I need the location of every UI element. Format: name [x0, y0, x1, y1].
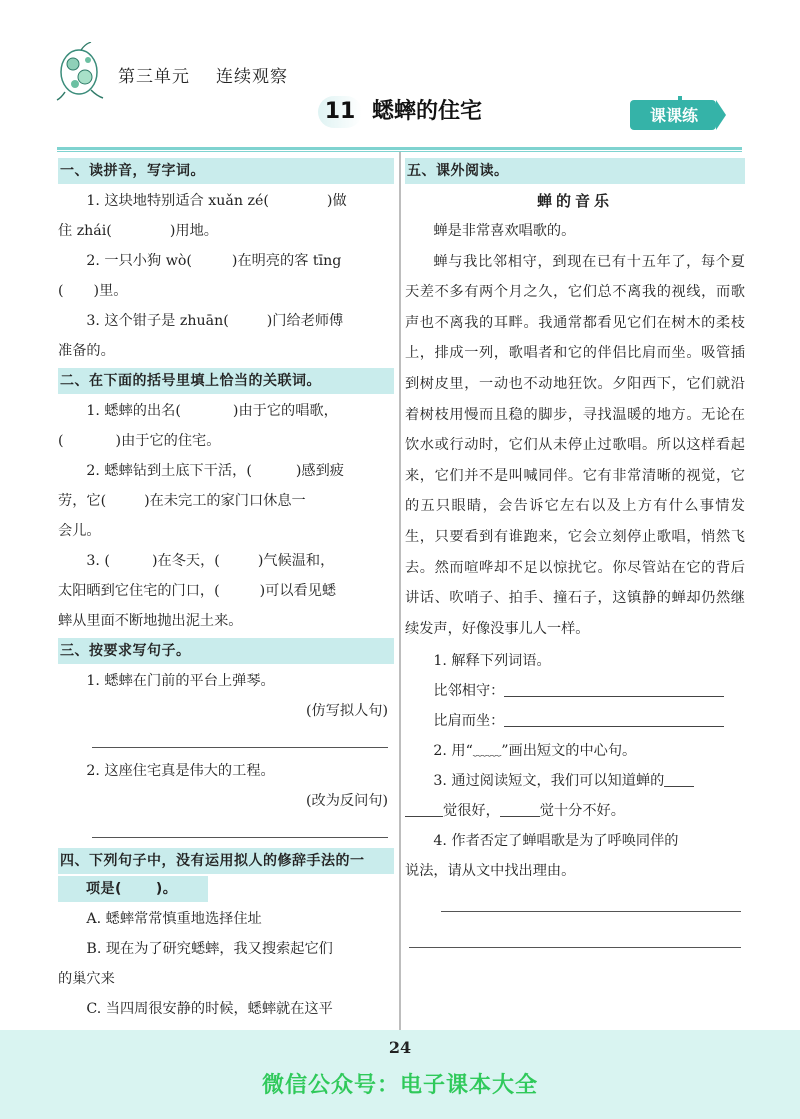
essay-paragraph-1: 蝉是非常喜欢唱歌的。 — [433, 223, 576, 239]
s4-option-b: B. 现在为了研究蟋蟀，我又搜索起它们 — [86, 941, 333, 957]
header-rule — [57, 147, 742, 150]
r-question-3: 3. 通过阅读短文，我们可以知道蝉的 — [405, 766, 745, 796]
s1-question-1: 1. 这块地特别适合 xuǎn zé( )做 — [86, 193, 347, 209]
section-3-title: 三、按要求写句子。 — [58, 638, 394, 664]
section-4-title-cont: 项是( )。 — [58, 876, 208, 902]
s4-option-c: C. 当四周很安静的时候，蟋蟀就在这平 — [86, 1001, 333, 1017]
s3-q2-answer-line[interactable] — [92, 818, 388, 838]
r-q4-answer-line-1[interactable] — [441, 890, 741, 912]
section-2-title: 二、在下面的括号里填上恰当的关联词。 — [58, 368, 394, 394]
s2-question-1: 1. 蟋蟀的出名( )由于它的唱歌， — [86, 403, 338, 419]
right-column: 五、课外阅读。 蝉的音乐 蝉是非常喜欢唱歌的。 蝉与我比邻相守，到现在已有十五年了，每个夏天差不多有两个月之久，它们总不离我的视线，而歌声也不离我的耳畔。我通常都看见它们在树木的柔枝上，排成一列，歌唱者和它的伴侣比肩而坐。吸管插到树皮里，一动也不动地狂饮。夕阳西下，它们就沿着树枝用慢而且稳的脚步，寻找温暖的地方。无论在饮水或行动时，它们从未停止过歌唱。所以这样看起来，它们并不是叫喊同伴。它有非常清晰的视觉，它的五只眼睛，会告诉它左右以及上方有什么事情发生，只要看到有谁跑来，它会立刻停止歌唱，悄然飞去。然而喧哗却不足以惊扰它。你尽管站在它的背后讲话、吹哨子、拍手、撞石子，这镇静的蝉却仍然继续发声，好像没事儿人一样。 1. 解释下列词语。 比邻相守： 比肩而坐： 2. 用“﹏﹏”画出短文的中心句。 3. 通过阅读短文，我们可以知道蝉的 觉很好， 觉十分不好。 4. 作者否定了蝉唱歌是为了呼唤同伴的 说法，请从文中找出理由。 — [405, 156, 745, 962]
section-4-title: 四、下列句子中，没有运用拟人的修辞手法的一 — [58, 848, 394, 874]
s3-q1-answer-line[interactable] — [92, 728, 388, 748]
column-divider — [399, 152, 401, 1030]
s2-question-2: 2. 蟋蟀钻到土底下干活，( )感到疲 — [86, 463, 344, 479]
essay-title: 蝉的音乐 — [536, 192, 613, 210]
left-column: 一、读拼音，写字词。 1. 这块地特别适合 xuǎn zé( )做 住 zhái( )用地。 2. 一只小狗 wò( )在明亮的客 tīng ( )里。 3. 这个钳子是 zhuān( )门给老师傅 准备的。 二、在下面的括号里填上恰当的关联词。 1. 蟋蟀的出名( )由于它的唱歌， ( )由于它的住宅。 2. 蟋蟀钻到土底下干活，( )感到疲 劳，它( )在未完工的家门口休息一 会儿。 3. ( )在冬天，( )气候温和， 太阳晒到它住宅的门口，( )可以看见蟋 蟀从里面不断地抛出泥土来。 三、按要求写句子。 1. 蟋蟀在门前的平台上弹琴。 (仿写拟人句) 2. 这座住宅真是伟大的工程。 (改为反问句) 四、下列句子中，没有运用拟人的修辞手法的一 项是( )。 A. 蟋蟀常常慎重地选择住址 B. 现在为了研究蟋蟀，我又搜索起它们 的巢穴来 C. 当四周很安静的时候，蟋蟀就在这平 — [58, 156, 394, 1084]
unit-heading — [118, 62, 314, 87]
wechat-watermark: 微信公众号：电子课本大全 — [261, 1073, 538, 1098]
badge-text: 课课练 — [649, 106, 699, 125]
page-header — [0, 0, 800, 150]
section-5-title: 五、课外阅读。 — [405, 158, 745, 184]
s3-q2-requirement: (改为反问句) — [305, 793, 388, 809]
lesson-number: 11 — [318, 96, 362, 128]
s2-question-3: 3. ( )在冬天，( )气候温和， — [86, 553, 335, 569]
s3-question-2: 2. 这座住宅真是伟大的工程。 — [86, 763, 275, 779]
s1-question-3: 3. 这个钳子是 zhuān( )门给老师傅 — [86, 313, 344, 329]
r-q4-answer-line-2[interactable] — [409, 926, 741, 948]
practice-badge — [628, 96, 728, 136]
cricket-logo-icon — [55, 42, 107, 102]
r-question-4: 4. 作者否定了蝉唱歌是为了呼唤同伴的 — [433, 833, 679, 850]
s3-q1-requirement: (仿写拟人句) — [305, 703, 388, 719]
r-question-1: 1. 解释下列词语。 — [433, 653, 551, 670]
s1-question-2: 2. 一只小狗 wò( )在明亮的客 tīng — [86, 253, 342, 269]
section-1-title: 一、读拼音，写字词。 — [58, 158, 394, 184]
s4-option-a: A. 蟋蟀常常慎重地选择住址 — [86, 911, 262, 927]
lesson-title — [318, 94, 482, 128]
r-question-2: 2. 用“﹏﹏”画出短文的中心句。 — [433, 743, 637, 760]
wavy-underline-icon: ﹏﹏ — [472, 743, 502, 760]
s3-question-1: 1. 蟋蟀在门前的平台上弹琴。 — [86, 673, 275, 689]
r-q1-item-b: 比肩而坐： — [405, 706, 745, 736]
page-footer — [0, 1030, 800, 1119]
unit-theme: 连续观察 — [216, 67, 288, 87]
lesson-name: 蟋蟀的住宅 — [372, 99, 483, 124]
r-q1-item-a: 比邻相守： — [405, 676, 745, 706]
unit-number: 第三单元 — [118, 67, 190, 87]
essay-paragraph-2: 蝉与我比邻相守，到现在已有十五年了，每个夏天差不多有两个月之久，它们总不离我的视线，而歌声也不离我的耳畔。我通常都看见它们在树木的柔枝上，排成一列，歌唱者和它的伴侣比肩而坐。吸管插到树皮里，一动也不动地狂饮。夕阳西下，它们就沿着树枝用慢而且稳的脚步，寻找温暖的地方。无论在饮水或行动时，它们从未停止过歌唱。所以这样看起来，它们并不是叫喊同伴。它有非常清晰的视觉，它的五只眼睛，会告诉它左右以及上方有什么事情发生，只要看到有谁跑来，它会立刻停止歌唱，悄然飞去。然而喧哗却不足以惊扰它。你尽管站在它的背后讲话、吹哨子、拍手、撞石子，这镇静的蝉却仍然继续发声，好像没事儿人一样。 — [405, 253, 745, 637]
page-number: 24 — [388, 1038, 412, 1057]
